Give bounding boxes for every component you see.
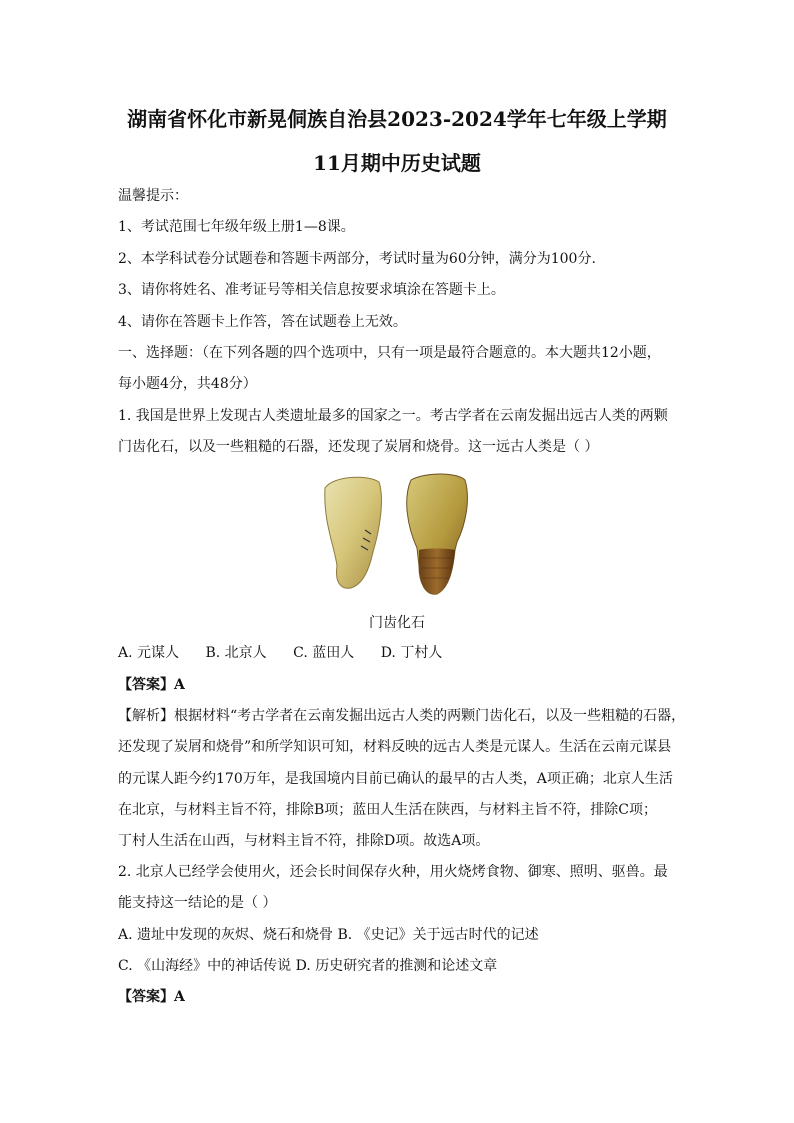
exam-title-line2: 11月期中历史试题 (313, 151, 481, 175)
q1-stem: 1. 我国是世界上发现古人类遗址最多的国家之一。考古学者在云南发掘出远古人类的两颗 (118, 408, 668, 424)
tip-item: 4、请你在答题卡上作答，答在试题卷上无效。 (118, 314, 407, 330)
section-heading-cont: 每小题4分，共48分） (118, 376, 257, 392)
incisor-fossil-image (315, 470, 480, 600)
q1-analysis-line: 【解析】根据材料“考古学者在云南发掘出远古人类的两颗门齿化石，以及一些粗糙的石器， (118, 708, 686, 724)
tip-item: 2、本学科试卷分试题卷和答题卡两部分，考试时量为60分钟，满分为100分. (118, 251, 596, 267)
figure-caption: 门齿化石 (369, 615, 425, 631)
tip-item: 1、考试范围七年级年级上册1—8课。 (118, 219, 355, 235)
q2-stem-cont: 能支持这一结论的是（ ） (118, 895, 277, 911)
option-b: B. 北京人 (205, 645, 267, 661)
q1-answer: 【答案】A (118, 677, 185, 693)
q1-analysis-line: 还发现了炭屑和烧骨”和所学知识可知，材料反映的远古人类是元谋人。生活在云南元谋县 (118, 739, 672, 755)
q1-stem-cont: 门齿化石，以及一些粗糙的石器，还发现了炭屑和烧骨。这一远古人类是（ ） (118, 439, 599, 455)
exam-title-line1: 湖南省怀化市新晃侗族自治县2023-2024学年七年级上学期 (127, 107, 667, 131)
q1-analysis-line: 的元谋人距今约170万年，是我国境内目前已确认的最早的古人类，A项正确；北京人生活 (118, 771, 673, 787)
q1-options (118, 644, 464, 662)
tips-heading: 温馨提示： (118, 188, 188, 204)
q2-options-line2: C. 《山海经》中的神话传说 D. 历史研究者的推测和论述文章 (118, 958, 498, 974)
tip-item: 3、请你将姓名、准考证号等相关信息按要求填涂在答题卡上。 (118, 282, 505, 298)
q2-options-line1: A. 遗址中发现的灰烬、烧石和烧骨 B. 《史记》关于远古时代的记述 (118, 927, 539, 943)
q2-stem: 2. 北京人已经学会使用火，还会长时间保存火种，用火烧烤食物、御寒、照明、驱兽。最 (118, 864, 668, 880)
option-a: A. 元谋人 (118, 645, 180, 661)
q1-analysis-line: 丁村人生活在山西，与材料主旨不符，排除D项。故选A项。 (118, 833, 490, 849)
option-c: C. 蓝田人 (293, 645, 355, 661)
q2-answer: 【答案】A (118, 989, 185, 1005)
section-heading: 一、选择题：（在下列各题的四个选项中，只有一项是最符合题意的。本大题共12小题， (118, 345, 661, 361)
q1-analysis-line: 在北京，与材料主旨不符，排除B项；蓝田人生活在陕西，与材料主旨不符，排除C项； (118, 802, 657, 818)
option-d: D. 丁村人 (380, 645, 443, 661)
